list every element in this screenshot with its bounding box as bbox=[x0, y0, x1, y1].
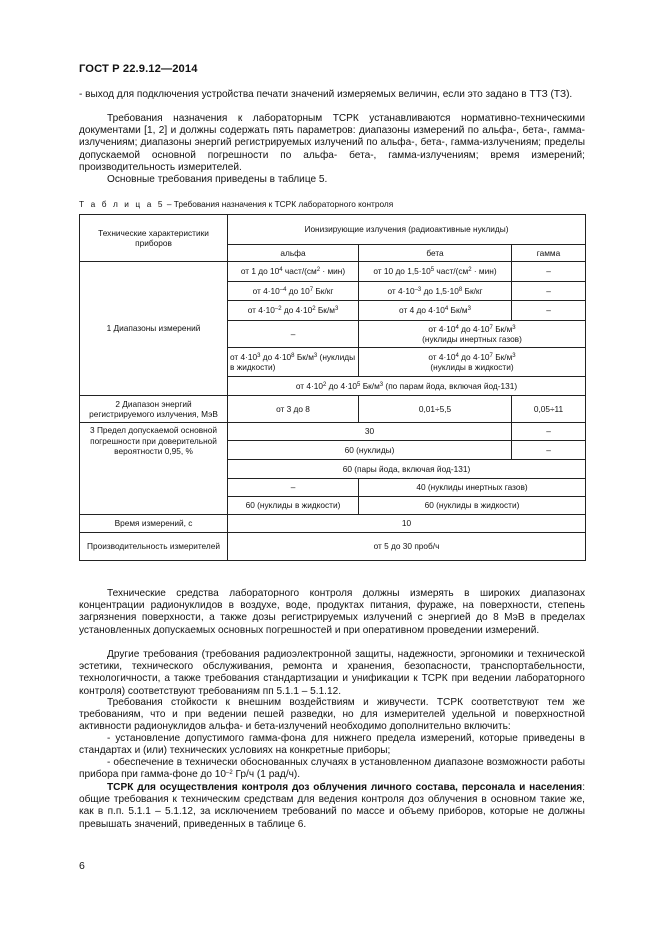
cell-error-gamma-2: – bbox=[512, 441, 586, 460]
cell-beta-surface: от 10 до $1,5\cdot 10^5$ част/$(см^2 \cdot мин)$ bbox=[359, 262, 512, 282]
row-energy-range-label: 2 Диапазон энергий регистрируемого излучения, МэВ bbox=[80, 396, 228, 423]
intro-paragraph-1: - выход для подключения устройства печати значений измеряемых величин, если это задано в ТТЗ (ТЗ). bbox=[79, 89, 573, 100]
cell-error-alpha-beta-2: 60 (нуклиды) bbox=[228, 441, 512, 460]
body-paragraph-2: Другие требования (требования радиоэлектронной защиты, надежности, эргономики и технической эстетики, технического обслуживания, ремонта и хранения, безопасности, транспортабельности, технологичности, а также требования стандартизации и унификации к ТСРК при ведении лабораторного контроля) соответствуют требованиям пп 5.1.1 – 5.1.12. bbox=[79, 649, 585, 697]
cell-alpha-mass: от $4\cdot 10^{-4}$ до $10^7$ Бк/кг bbox=[228, 282, 359, 301]
cell-throughput: от 5 до 30 проб/ч bbox=[228, 533, 586, 561]
table-caption-text: – Требования назначения к ТСРК лабораторного контроля bbox=[166, 199, 394, 209]
body-paragraph-6: ТСРК для осуществления контроля доз облучения личного состава, персонала и населения: общие требования к техническим средствам для ведения контроля доз облучения в основном такие же, как в п.п. 5.1.1 – 5.1.12, за исключением требований по массе и объему приборов, которые не должны превышать значений, приведенных в таблице 6. bbox=[79, 782, 585, 830]
cell-alpha-volume: от $4\cdot 10^{-2}$ до $4\cdot 10^2$ $Бк/м^3$ bbox=[228, 301, 359, 321]
cell-energy-gamma: 0,05÷11 bbox=[512, 396, 586, 423]
cell-error-alpha-beta-1: 30 bbox=[228, 423, 512, 441]
table-caption-label: Т а б л и ц а 5 bbox=[79, 199, 165, 209]
cell-beta-mass: от $4\cdot 10^{-3}$ до $1,5\cdot 10^8$ Бк/кг bbox=[359, 282, 512, 301]
cell-energy-beta: 0,01÷5,5 bbox=[359, 396, 512, 423]
intro-paragraph-3: Основные требования приведены в таблице 5. bbox=[107, 174, 328, 185]
cell-error-iodine: 60 (пары йода, включая йод-131) bbox=[228, 460, 586, 479]
cell-gamma-mass: – bbox=[512, 282, 586, 301]
row-error-limit-label: 3 Предел допускаемой основной погрешности при доверительной вероятности 0,95, % bbox=[80, 423, 228, 515]
header-beta: бета bbox=[359, 245, 512, 262]
row-measurement-ranges-label: 1 Диапазоны измерений bbox=[80, 262, 228, 396]
body-paragraph-1: Технические средства лабораторного контроля должны измерять в широких диапазонах концентрации радионуклидов в воздухе, воде, продуктах питания, фураже, на поверхности, степень загрязнения поверхности, а также дозы регистрируемых излучений с энергией до 8 МэВ в пределах установленных допускаемых основных погрешностей и при оперативном проведении измерений. bbox=[79, 588, 585, 636]
cell-alpha-liquid: от $4\cdot 10^3$ до $4\cdot 10^8$ $Бк/м^3$ (нуклиды в жидкости) bbox=[228, 348, 359, 377]
table-caption bbox=[79, 199, 393, 209]
cell-alpha-inert-gas: – bbox=[228, 321, 359, 348]
row-throughput-label: Производительность измерителей bbox=[80, 533, 228, 561]
cell-error-gamma-1: – bbox=[512, 423, 586, 441]
body-paragraph-5: - обеспечение в технически обоснованных случаях в установленном диапазоне возможности работы прибора при гамма-фоне до $10^{-2}$ Гр/ч (1 рад/ч). bbox=[79, 757, 585, 781]
row-measurement-time-label: Время измерений, с bbox=[80, 515, 228, 533]
cell-gamma-surface: – bbox=[512, 262, 586, 282]
header-radiation-group: Ионизирующие излучения (радиоактивные нуклиды) bbox=[228, 215, 586, 245]
cell-error-alpha-liquid: 60 (нуклиды в жидкости) bbox=[228, 497, 359, 515]
cell-error-alpha-inert: – bbox=[228, 479, 359, 497]
body-paragraph-3: Требования стойкости к внешним воздействиям и живучести. ТСРК соответствуют тем же требованиям, что и при ведении пешей разведки, но для измерителей удельной и поверхностной активности радионуклидов альфа- и бета-излучений необходимо дополнительно включить: bbox=[79, 697, 585, 733]
requirements-table bbox=[79, 214, 586, 561]
cell-gamma-volume: – bbox=[512, 301, 586, 321]
document-header: ГОСТ Р 22.9.12—2014 bbox=[79, 63, 198, 75]
header-alpha: альфа bbox=[228, 245, 359, 262]
cell-all-iodine: от $4\cdot 10^2$ до $4\cdot 10^5$ $Бк/м^3$ (по парам йода, включая йод-131) bbox=[228, 377, 586, 396]
body-paragraph-4: - установление допустимого гамма-фона для нижнего предела измерений, которые приведены в стандартах и (или) технических условиях на конкретные приборы; bbox=[79, 733, 585, 757]
cell-beta-gamma-inert-gas: от $4\cdot 10^4$ до $4\cdot 10^7$ $Бк/м^3$ (нуклиды инертных газов) bbox=[359, 321, 586, 348]
cell-alpha-surface: от 1 до $10^4$ част/$(см^2 \cdot мин)$ bbox=[228, 262, 359, 282]
page-number: 6 bbox=[79, 860, 85, 872]
cell-measurement-time: 10 bbox=[228, 515, 586, 533]
header-gamma: гамма bbox=[512, 245, 586, 262]
intro-paragraph-2: Требования назначения к лабораторным ТСРК устанавливаются нормативно-техническими документами [1, 2] и должны содержать пять параметров: диапазоны измерений по альфа-, бета-, гамма-излучениям; диапазоны энергий регистрируемых излучений по альфа-, бета-, гамма-излучениям; пределы допускаемой основной погрешности по альфа- бета-, гамма-излучениям; время измерений; производительность измерителей. bbox=[79, 113, 585, 173]
cell-error-beta-gamma-inert: 40 (нуклиды инертных газов) bbox=[359, 479, 586, 497]
cell-energy-alpha: от 3 до 8 bbox=[228, 396, 359, 423]
cell-beta-gamma-liquid: от $4\cdot 10^4$ до $4\cdot 10^7$ $Бк/м^3$ (нуклиды в жидкости) bbox=[359, 348, 586, 377]
header-characteristics: Технические характеристики приборов bbox=[80, 215, 228, 262]
cell-error-beta-gamma-liquid: 60 (нуклиды в жидкости) bbox=[359, 497, 586, 515]
cell-beta-volume: от 4 до $4\cdot 10^4$ $Бк/м^3$ bbox=[359, 301, 512, 321]
